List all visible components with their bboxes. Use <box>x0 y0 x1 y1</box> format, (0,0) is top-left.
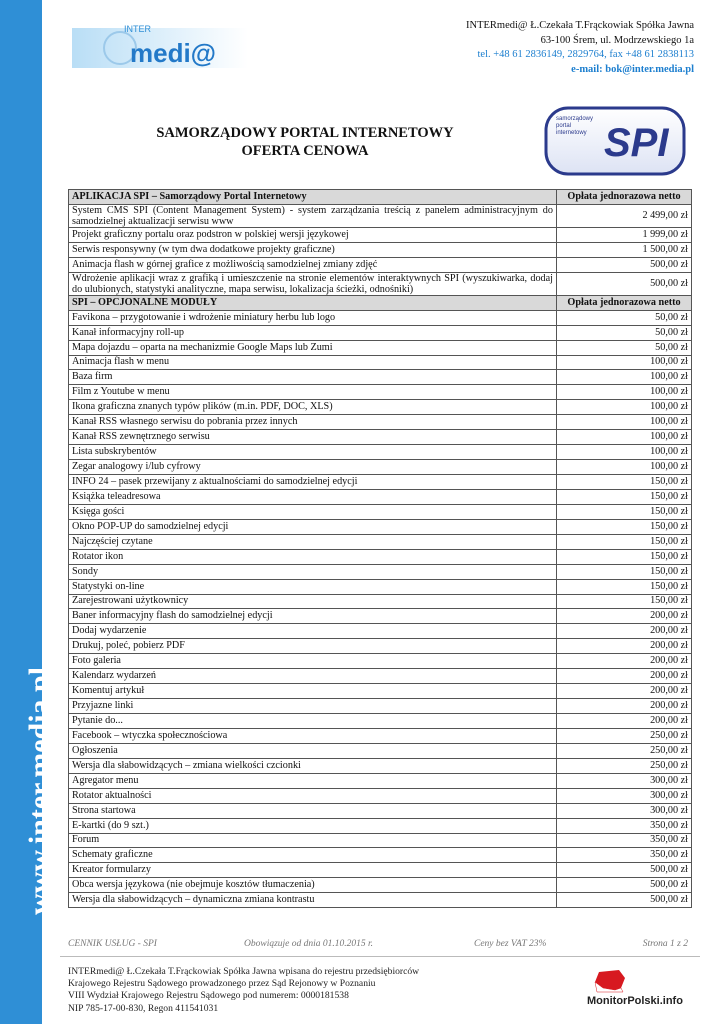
item-name: Wersja dla słabowidzących – dynamiczna zmiana kontrastu <box>69 893 557 908</box>
item-name: Baza firm <box>69 370 557 385</box>
item-name: Dodaj wydarzenie <box>69 624 557 639</box>
item-name: Kalendarz wydarzeń <box>69 669 557 684</box>
item-name: Strona startowa <box>69 803 557 818</box>
item-name: Film z Youtube w menu <box>69 385 557 400</box>
item-price: 300,00 zł <box>557 773 692 788</box>
item-name: Wdrożenie aplikacji wraz z grafiką i umieszczenie na stronie elementów interaktywnych SPI (wyszukiwarka, dodaj do ulubionych, statystyki analityczne, mapa serwisu, lokalizacja ścieżki, odnośniki) <box>69 272 557 295</box>
table-row <box>69 242 692 257</box>
company-phone: tel. +48 61 2836149, 2829764, fax +48 61 2838113 <box>477 49 694 60</box>
table-row <box>69 714 692 729</box>
price-header: Opłata jednorazowa netto <box>557 295 692 310</box>
item-price: 200,00 zł <box>557 624 692 639</box>
item-price: 100,00 zł <box>557 430 692 445</box>
table-section-header <box>69 190 692 205</box>
item-price: 100,00 zł <box>557 385 692 400</box>
item-name: Komentuj artykuł <box>69 684 557 699</box>
item-name: E-kartki (do 9 szt.) <box>69 818 557 833</box>
item-price: 50,00 zł <box>557 310 692 325</box>
spi-small-1: samorządowy <box>556 116 594 122</box>
item-name: Baner informacyjny flash do samodzielnej edycji <box>69 609 557 624</box>
item-name: Foto galeria <box>69 654 557 669</box>
item-name: Rotator aktualności <box>69 788 557 803</box>
item-price: 2 499,00 zł <box>557 204 692 227</box>
registration-info <box>68 966 419 1015</box>
item-price: 150,00 zł <box>557 489 692 504</box>
table-row <box>69 257 692 272</box>
item-price: 250,00 zł <box>557 758 692 773</box>
item-price: 150,00 zł <box>557 564 692 579</box>
table-row <box>69 227 692 242</box>
item-price: 500,00 zł <box>557 893 692 908</box>
item-name: Agregator menu <box>69 773 557 788</box>
item-price: 150,00 zł <box>557 594 692 609</box>
sidebar-url: www.inter.media.pl <box>23 666 56 915</box>
monitor-text: MonitorPolski.info <box>587 995 683 1007</box>
item-price: 100,00 zł <box>557 460 692 475</box>
item-name: Kanał informacyjny roll-up <box>69 325 557 340</box>
item-price: 150,00 zł <box>557 549 692 564</box>
item-price: 350,00 zł <box>557 848 692 863</box>
table-row <box>69 609 692 624</box>
item-price: 200,00 zł <box>557 714 692 729</box>
spi-small-2: portal <box>556 123 572 129</box>
logo-main-text: medi@ <box>130 38 217 68</box>
item-name: System CMS SPI (Content Management System) - system zarządzania treścią z panelem administracyjnym do samodzielnej aktualizacji serwisu www <box>69 204 557 227</box>
item-price: 300,00 zł <box>557 788 692 803</box>
table-row <box>69 699 692 714</box>
item-price: 350,00 zł <box>557 818 692 833</box>
monitorpolski-logo <box>585 968 695 1008</box>
section-title: APLIKACJA SPI – Samorządowy Portal Internetowy <box>69 190 557 205</box>
item-price: 1 999,00 zł <box>557 227 692 242</box>
item-name: Ikona graficzna znanych typów plików (m.in. PDF, DOC, XLS) <box>69 400 557 415</box>
table-row <box>69 489 692 504</box>
table-row <box>69 370 692 385</box>
reg-line-2: Krajowego Rejestru Sądowego prowadzonego przez Sąd Rejonowy w Poznaniu <box>68 978 376 990</box>
reg-line-1: INTERmedi@ Ł.Czekała T.Frąckowiak Spółka Jawna wpisana do rejestru przedsiębiorców <box>68 966 420 977</box>
item-name: Obca wersja językowa (nie obejmuje kosztów tłumaczenia) <box>69 878 557 893</box>
item-name: Ogłoszenia <box>69 743 557 758</box>
item-name: Favikona – przygotowanie i wdrożenie miniatury herbu lub logo <box>69 310 557 325</box>
table-row <box>69 803 692 818</box>
item-name: Serwis responsywny (w tym dwa dodatkowe projekty graficzne) <box>69 242 557 257</box>
item-price: 100,00 zł <box>557 400 692 415</box>
table-row <box>69 340 692 355</box>
item-price: 500,00 zł <box>557 272 692 295</box>
item-price: 200,00 zł <box>557 669 692 684</box>
item-name: Projekt graficzny portalu oraz podstron w polskiej wersji językowej <box>69 227 557 242</box>
table-row <box>69 310 692 325</box>
item-name: Kanał RSS zewnętrznego serwisu <box>69 430 557 445</box>
title-line-1: SAMORZĄDOWY PORTAL INTERNETOWY <box>156 125 454 141</box>
table-row <box>69 579 692 594</box>
spi-small-3: internetowy <box>556 130 587 136</box>
item-name: Najczęściej czytane <box>69 534 557 549</box>
item-name: Zegar analogowy i/lub cyfrowy <box>69 460 557 475</box>
table-row <box>69 504 692 519</box>
item-name: Kanał RSS własnego serwisu do pobrania przez innych <box>69 415 557 430</box>
company-logo <box>72 22 248 68</box>
item-price: 200,00 zł <box>557 639 692 654</box>
company-name: INTERmedi@ Ł.Czekała T.Frąckowiak Spółka Jawna <box>466 20 694 31</box>
logo-top-text: INTER <box>124 24 151 34</box>
table-row <box>69 654 692 669</box>
table-row <box>69 460 692 475</box>
table-row <box>69 639 692 654</box>
item-price: 1 500,00 zł <box>557 242 692 257</box>
reg-line-3: VIII Wydział Krajowego Rejestru Sądowego pod numerem: 0000181538 <box>68 990 349 1002</box>
item-price: 500,00 zł <box>557 878 692 893</box>
table-row <box>69 684 692 699</box>
item-name: Kreator formularzy <box>69 863 557 878</box>
item-name: Wersja dla słabowidzących – zmiana wielkości czcionki <box>69 758 557 773</box>
spi-big-text: SPI <box>604 121 669 165</box>
item-price: 300,00 zł <box>557 803 692 818</box>
table-row <box>69 325 692 340</box>
item-name: Forum <box>69 833 557 848</box>
table-row <box>69 893 692 908</box>
title-line-2: OFERTA CENOWA <box>241 143 369 159</box>
table-row <box>69 594 692 609</box>
table-row <box>69 564 692 579</box>
table-row <box>69 773 692 788</box>
item-price: 200,00 zł <box>557 609 692 624</box>
table-row <box>69 818 692 833</box>
table-row <box>69 272 692 295</box>
reg-line-4: NIP 785-17-00-830, Regon 411541031 <box>68 1002 219 1014</box>
table-row <box>69 430 692 445</box>
item-price: 100,00 zł <box>557 370 692 385</box>
item-price: 150,00 zł <box>557 534 692 549</box>
item-price: 150,00 zł <box>557 504 692 519</box>
table-row <box>69 445 692 460</box>
footer-validity: Obowiązuje od dnia 01.10.2015 r. <box>244 939 374 949</box>
price-header: Opłata jednorazowa netto <box>557 190 692 205</box>
spi-logo <box>544 106 686 176</box>
item-price: 250,00 zł <box>557 743 692 758</box>
footer-page: Strona 1 z 2 <box>642 939 688 949</box>
item-name: Facebook – wtyczka społecznościowa <box>69 728 557 743</box>
item-name: Lista subskrybentów <box>69 445 557 460</box>
table-row <box>69 728 692 743</box>
table-row <box>69 788 692 803</box>
item-price: 200,00 zł <box>557 684 692 699</box>
footer-vat: Ceny bez VAT 23% <box>474 939 547 949</box>
table-row <box>69 878 692 893</box>
price-table <box>68 189 692 908</box>
item-name: Zarejestrowani użytkownicy <box>69 594 557 609</box>
item-price: 500,00 zł <box>557 257 692 272</box>
table-row <box>69 669 692 684</box>
item-price: 50,00 zł <box>557 340 692 355</box>
table-row <box>69 624 692 639</box>
item-name: INFO 24 – pasek przewijany z aktualnościami do samodzielnej edycji <box>69 475 557 490</box>
company-street: 63-100 Śrem, ul. Modrzewskiego 1a <box>540 34 694 46</box>
table-row <box>69 400 692 415</box>
table-row <box>69 204 692 227</box>
footer-cennik: CENNIK USŁUG - SPI <box>68 939 157 949</box>
table-row <box>69 415 692 430</box>
item-price: 150,00 zł <box>557 475 692 490</box>
item-price: 150,00 zł <box>557 579 692 594</box>
table-row <box>69 475 692 490</box>
item-name: Rotator ikon <box>69 549 557 564</box>
item-price: 50,00 zł <box>557 325 692 340</box>
company-email[interactable]: e-mail: bok@inter.media.pl <box>571 63 694 75</box>
item-name: Księga gości <box>69 504 557 519</box>
item-name: Pytanie do... <box>69 714 557 729</box>
table-row <box>69 519 692 534</box>
table-row <box>69 549 692 564</box>
item-price: 100,00 zł <box>557 445 692 460</box>
table-row <box>69 833 692 848</box>
footer-divider <box>60 956 700 957</box>
item-name: Animacja flash w górnej grafice z możliwością samodzielnej zmiany zdjęć <box>69 257 557 272</box>
item-name: Sondy <box>69 564 557 579</box>
table-row <box>69 863 692 878</box>
page-title <box>0 124 610 160</box>
item-price: 500,00 zł <box>557 863 692 878</box>
item-name: Okno POP-UP do samodzielnej edycji <box>69 519 557 534</box>
item-price: 350,00 zł <box>557 833 692 848</box>
item-name: Przyjazne linki <box>69 699 557 714</box>
table-row <box>69 743 692 758</box>
item-price: 100,00 zł <box>557 355 692 370</box>
item-price: 200,00 zł <box>557 699 692 714</box>
item-name: Drukuj, poleć, pobierz PDF <box>69 639 557 654</box>
item-name: Mapa dojazdu – oparta na mechanizmie Google Maps lub Zumi <box>69 340 557 355</box>
company-address <box>466 19 694 77</box>
table-row <box>69 758 692 773</box>
table-row <box>69 355 692 370</box>
section-title: SPI – OPCJONALNE MODUŁY <box>69 295 557 310</box>
item-price: 150,00 zł <box>557 519 692 534</box>
item-price: 100,00 zł <box>557 415 692 430</box>
item-price: 200,00 zł <box>557 654 692 669</box>
item-name: Schematy graficzne <box>69 848 557 863</box>
table-row <box>69 534 692 549</box>
table-row <box>69 385 692 400</box>
item-price: 250,00 zł <box>557 728 692 743</box>
table-section-header <box>69 295 692 310</box>
item-name: Animacja flash w menu <box>69 355 557 370</box>
item-name: Książka teleadresowa <box>69 489 557 504</box>
table-row <box>69 848 692 863</box>
item-name: Statystyki on-line <box>69 579 557 594</box>
